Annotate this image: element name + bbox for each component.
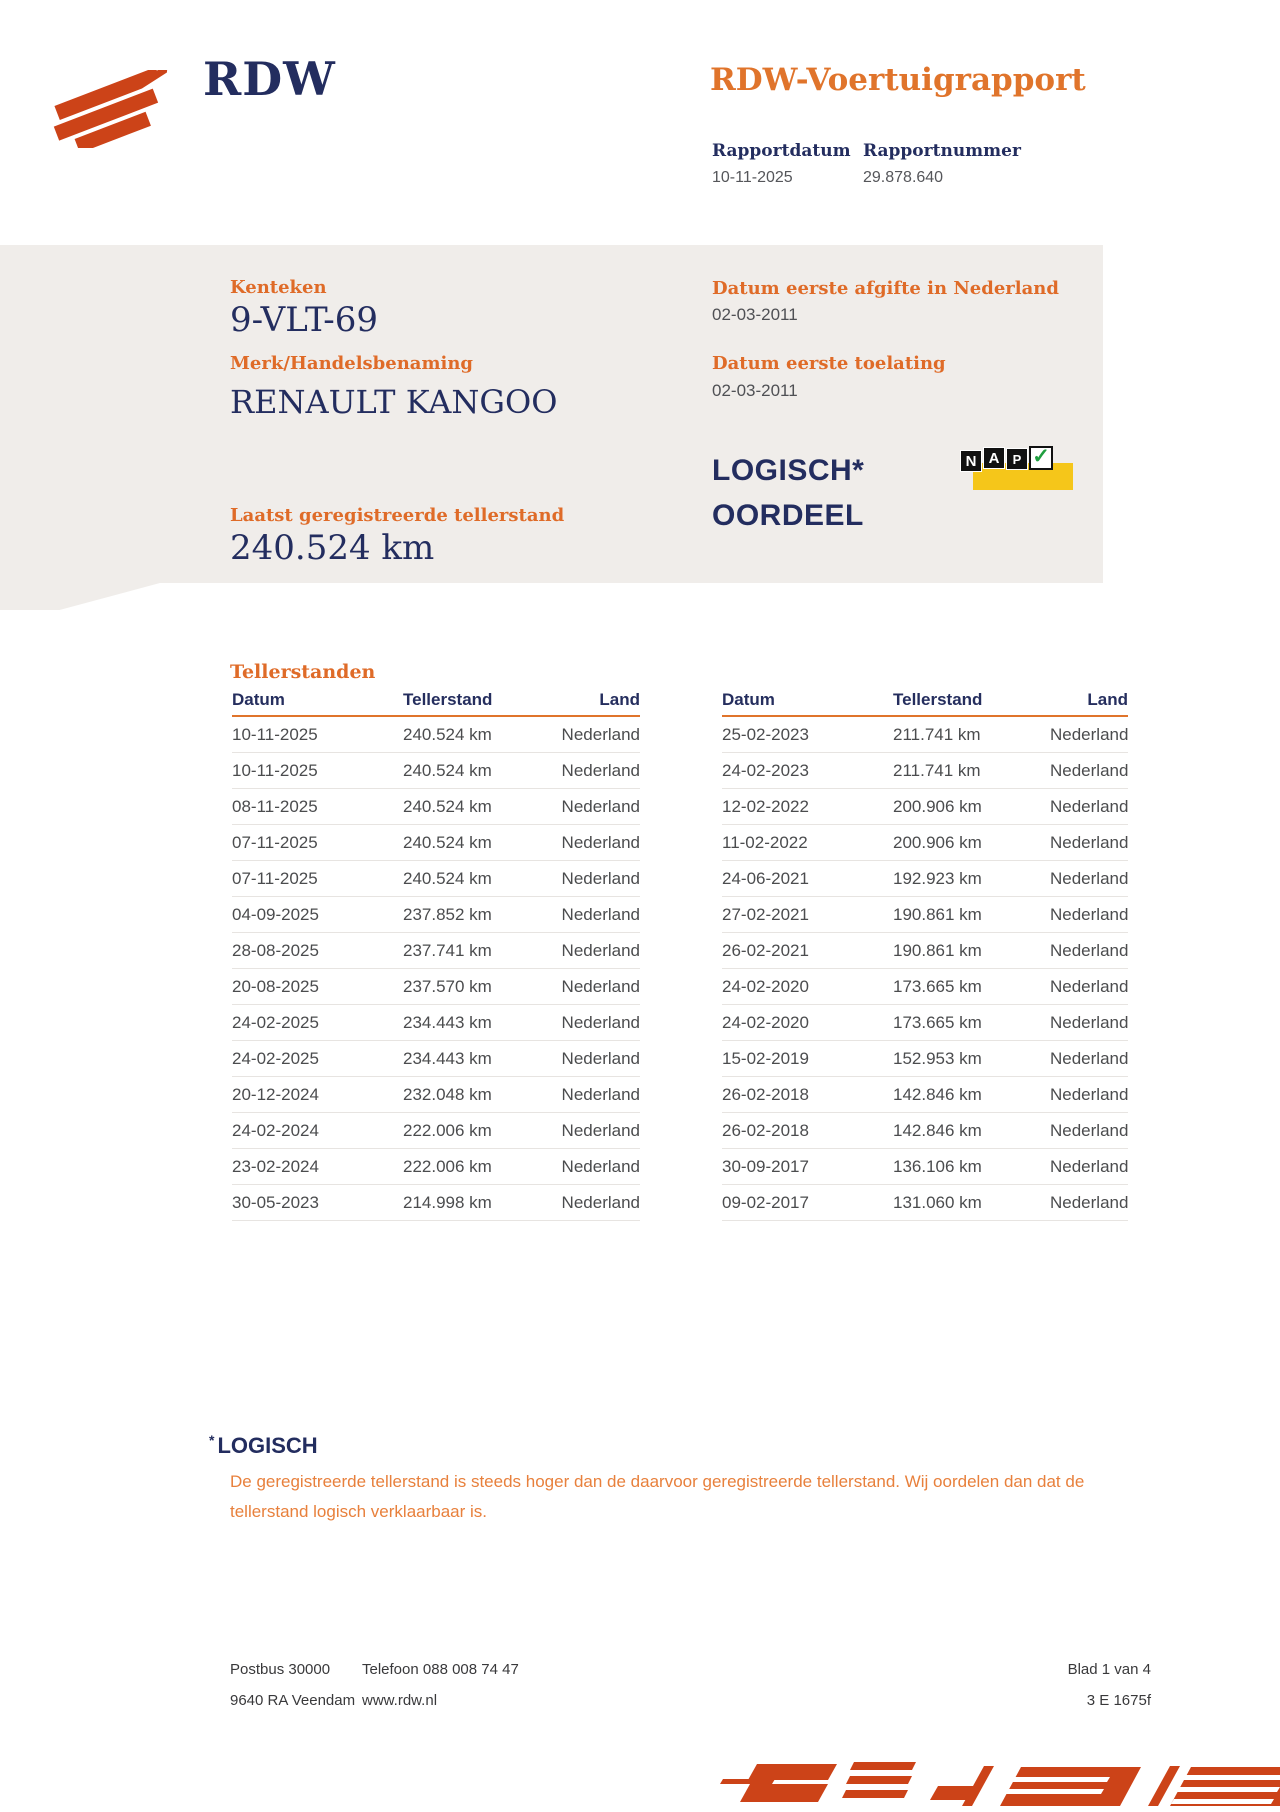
cell-odometer: 173.665 km [893,1013,982,1032]
cell-date: 07-11-2025 [232,869,318,888]
cell-odometer: 211.741 km [893,761,981,780]
column-tellerstand: Tellerstand [403,690,493,709]
table-body [722,717,1128,1221]
table-row [722,717,1128,753]
table-row [232,897,640,933]
cell-date: 28-08-2025 [232,941,319,960]
footer-phone: Telefoon 088 008 74 47 [362,1661,519,1678]
cell-odometer: 237.570 km [403,977,492,996]
cell-country: Nederland [561,1013,640,1032]
first-issue-value: 02-03-2011 [712,305,798,324]
report-number-value: 29.878.640 [863,169,944,186]
table-row [232,825,640,861]
cell-country: Nederland [561,1085,640,1104]
cell-odometer: 152.953 km [893,1049,982,1068]
cell-date: 26-02-2018 [722,1121,809,1140]
table-body [232,717,640,1221]
cell-odometer: 142.846 km [893,1085,982,1104]
table-header [232,690,640,717]
table-row [232,969,640,1005]
cell-country: Nederland [1050,977,1129,996]
column-datum: Datum [722,690,775,709]
table-row [232,789,640,825]
meter-section-title: Tellerstanden [230,661,376,683]
cell-country: Nederland [561,869,640,888]
cell-odometer: 142.846 km [893,1121,982,1140]
cell-odometer: 240.524 km [403,761,492,780]
cell-odometer: 237.852 km [403,905,492,924]
nap-tile-p: P [1006,448,1028,470]
cell-odometer: 136.106 km [893,1157,982,1176]
cell-country: Nederland [1050,725,1129,744]
cell-odometer: 240.524 km [403,797,492,816]
cell-date: 24-02-2025 [232,1013,319,1032]
footer-address-line1: Postbus 30000 [230,1661,331,1678]
cell-odometer: 240.524 km [403,833,492,852]
cell-odometer: 222.006 km [403,1157,492,1176]
footer-page-number: Blad 1 van 4 [1067,1661,1151,1678]
column-land: Land [1087,690,1128,709]
cell-country: Nederland [1050,797,1129,816]
column-tellerstand: Tellerstand [893,690,983,709]
verdict-paragraph: De geregistreerde tellerstand is steeds hoger dan de daarvoor geregistreerde tellerstand. Wij oordelen dan dat de tellerstand logisch verklaarbaar is. [230,1472,1085,1521]
table-row [232,933,640,969]
first-admission-label: Datum eerste toelating [712,353,946,374]
rdw-logo-text: RDW [203,52,336,106]
table-row [722,789,1128,825]
cell-odometer: 190.861 km [893,941,982,960]
cell-odometer: 232.048 km [403,1085,492,1104]
first-admission-value: 02-03-2011 [712,381,798,400]
rdw-wing-logo-icon [50,70,195,148]
cell-country: Nederland [1050,1085,1129,1104]
cell-date: 27-02-2021 [722,905,809,924]
table-row [722,1005,1128,1041]
cell-country: Nederland [561,797,640,816]
bottom-decoration-stripes [700,1740,1280,1812]
verdict-heading-text: LOGISCH [217,1433,318,1458]
cell-country: Nederland [561,1157,640,1176]
footer-form-code: 3 E 1675f [1086,1692,1151,1709]
cell-odometer: 214.998 km [403,1193,492,1212]
table-row [722,1113,1128,1149]
cell-country: Nederland [1050,761,1129,780]
cell-odometer: 173.665 km [893,977,982,996]
table-row [722,933,1128,969]
vehicle-summary-panel [0,245,1103,610]
cell-country: Nederland [561,1193,640,1212]
license-plate-label: Kenteken [230,277,327,298]
nap-tile-a: A [983,447,1005,469]
cell-country: Nederland [1050,1193,1129,1212]
cell-country: Nederland [1050,1013,1129,1032]
cell-country: Nederland [1050,1121,1129,1140]
table-row [722,1077,1128,1113]
nap-logo [960,446,1075,494]
make-value: RENAULT KANGOO [230,383,558,421]
meter-table-right [722,690,1128,1221]
cell-country: Nederland [561,833,640,852]
cell-date: 24-06-2021 [722,869,809,888]
cell-odometer: 234.443 km [403,1049,492,1068]
table-row [232,1113,640,1149]
cell-date: 24-02-2025 [232,1049,319,1068]
table-row [232,753,640,789]
odometer-value: 240.524 km [230,528,435,568]
table-row [722,1149,1128,1185]
meter-table-left [232,690,640,1221]
cell-odometer: 237.741 km [403,941,492,960]
cell-country: Nederland [1050,941,1129,960]
cell-date: 09-02-2017 [722,1193,809,1212]
cell-date: 25-02-2023 [722,725,809,744]
table-row [232,1077,640,1113]
cell-date: 04-09-2025 [232,905,319,924]
cell-date: 30-05-2023 [232,1193,319,1212]
cell-date: 10-11-2025 [232,761,318,780]
cell-date: 11-02-2022 [722,833,808,852]
cell-country: Nederland [1050,1049,1129,1068]
cell-country: Nederland [1050,1157,1129,1176]
table-row [722,753,1128,789]
cell-date: 07-11-2025 [232,833,318,852]
cell-odometer: 190.861 km [893,905,982,924]
cell-date: 26-02-2021 [722,941,809,960]
cell-odometer: 240.524 km [403,725,492,744]
table-header [722,690,1128,717]
cell-odometer: 234.443 km [403,1013,492,1032]
table-row [232,1005,640,1041]
cell-country: Nederland [561,977,640,996]
cell-country: Nederland [1050,905,1129,924]
report-number-label: Rapportnummer [863,141,1021,161]
cell-date: 20-08-2025 [232,977,319,996]
verdict-asterisk: * [209,1432,215,1448]
cell-date: 24-02-2023 [722,761,809,780]
cell-country: Nederland [1050,869,1129,888]
cell-date: 24-02-2024 [232,1121,319,1140]
cell-country: Nederland [561,1121,640,1140]
cell-date: 15-02-2019 [722,1049,809,1068]
cell-odometer: 131.060 km [893,1193,982,1212]
cell-date: 26-02-2018 [722,1085,809,1104]
cell-odometer: 240.524 km [403,869,492,888]
cell-country: Nederland [561,725,640,744]
cell-date: 12-02-2022 [722,797,809,816]
cell-odometer: 200.906 km [893,833,982,852]
verdict-value [712,448,864,538]
cell-country: Nederland [561,905,640,924]
cell-odometer: 200.906 km [893,797,982,816]
cell-date: 24-02-2020 [722,977,809,996]
cell-odometer: 211.741 km [893,725,981,744]
verdict-heading [209,1432,318,1459]
table-row [232,1041,640,1077]
table-row [722,861,1128,897]
license-plate-value: 9-VLT-69 [230,300,379,340]
verdict-line2: OORDEEL [712,499,864,532]
cell-country: Nederland [561,761,640,780]
table-row [722,897,1128,933]
report-title: RDW-Voertuigrapport [710,62,1086,98]
cell-date: 20-12-2024 [232,1085,319,1104]
table-row [232,717,640,753]
nap-check-icon: ✓ [1029,446,1053,470]
column-datum: Datum [232,690,285,709]
verdict-line1: LOGISCH* [712,454,865,487]
table-row [722,1185,1128,1221]
cell-odometer: 192.923 km [893,869,982,888]
table-row [722,1041,1128,1077]
column-land: Land [599,690,640,709]
table-row [232,1149,640,1185]
report-date-label: Rapportdatum [712,141,851,161]
table-row [232,861,640,897]
first-issue-label: Datum eerste afgifte in Nederland [712,278,1059,299]
cell-date: 24-02-2020 [722,1013,809,1032]
cell-country: Nederland [561,1049,640,1068]
cell-date: 10-11-2025 [232,725,318,744]
table-row [722,969,1128,1005]
table-row [722,825,1128,861]
cell-country: Nederland [1050,833,1129,852]
nap-tile-n: N [960,450,982,472]
odometer-label: Laatst geregistreerde tellerstand [230,505,565,526]
cell-country: Nederland [561,941,640,960]
footer-website: www.rdw.nl [362,1692,438,1709]
report-date-value: 10-11-2025 [712,169,793,186]
cell-date: 23-02-2024 [232,1157,319,1176]
cell-odometer: 222.006 km [403,1121,492,1140]
table-row [232,1185,640,1221]
cell-date: 30-09-2017 [722,1157,809,1176]
cell-date: 08-11-2025 [232,797,318,816]
footer-address-line2: 9640 RA Veendam [230,1692,356,1709]
make-label: Merk/Handelsbenaming [230,353,474,374]
